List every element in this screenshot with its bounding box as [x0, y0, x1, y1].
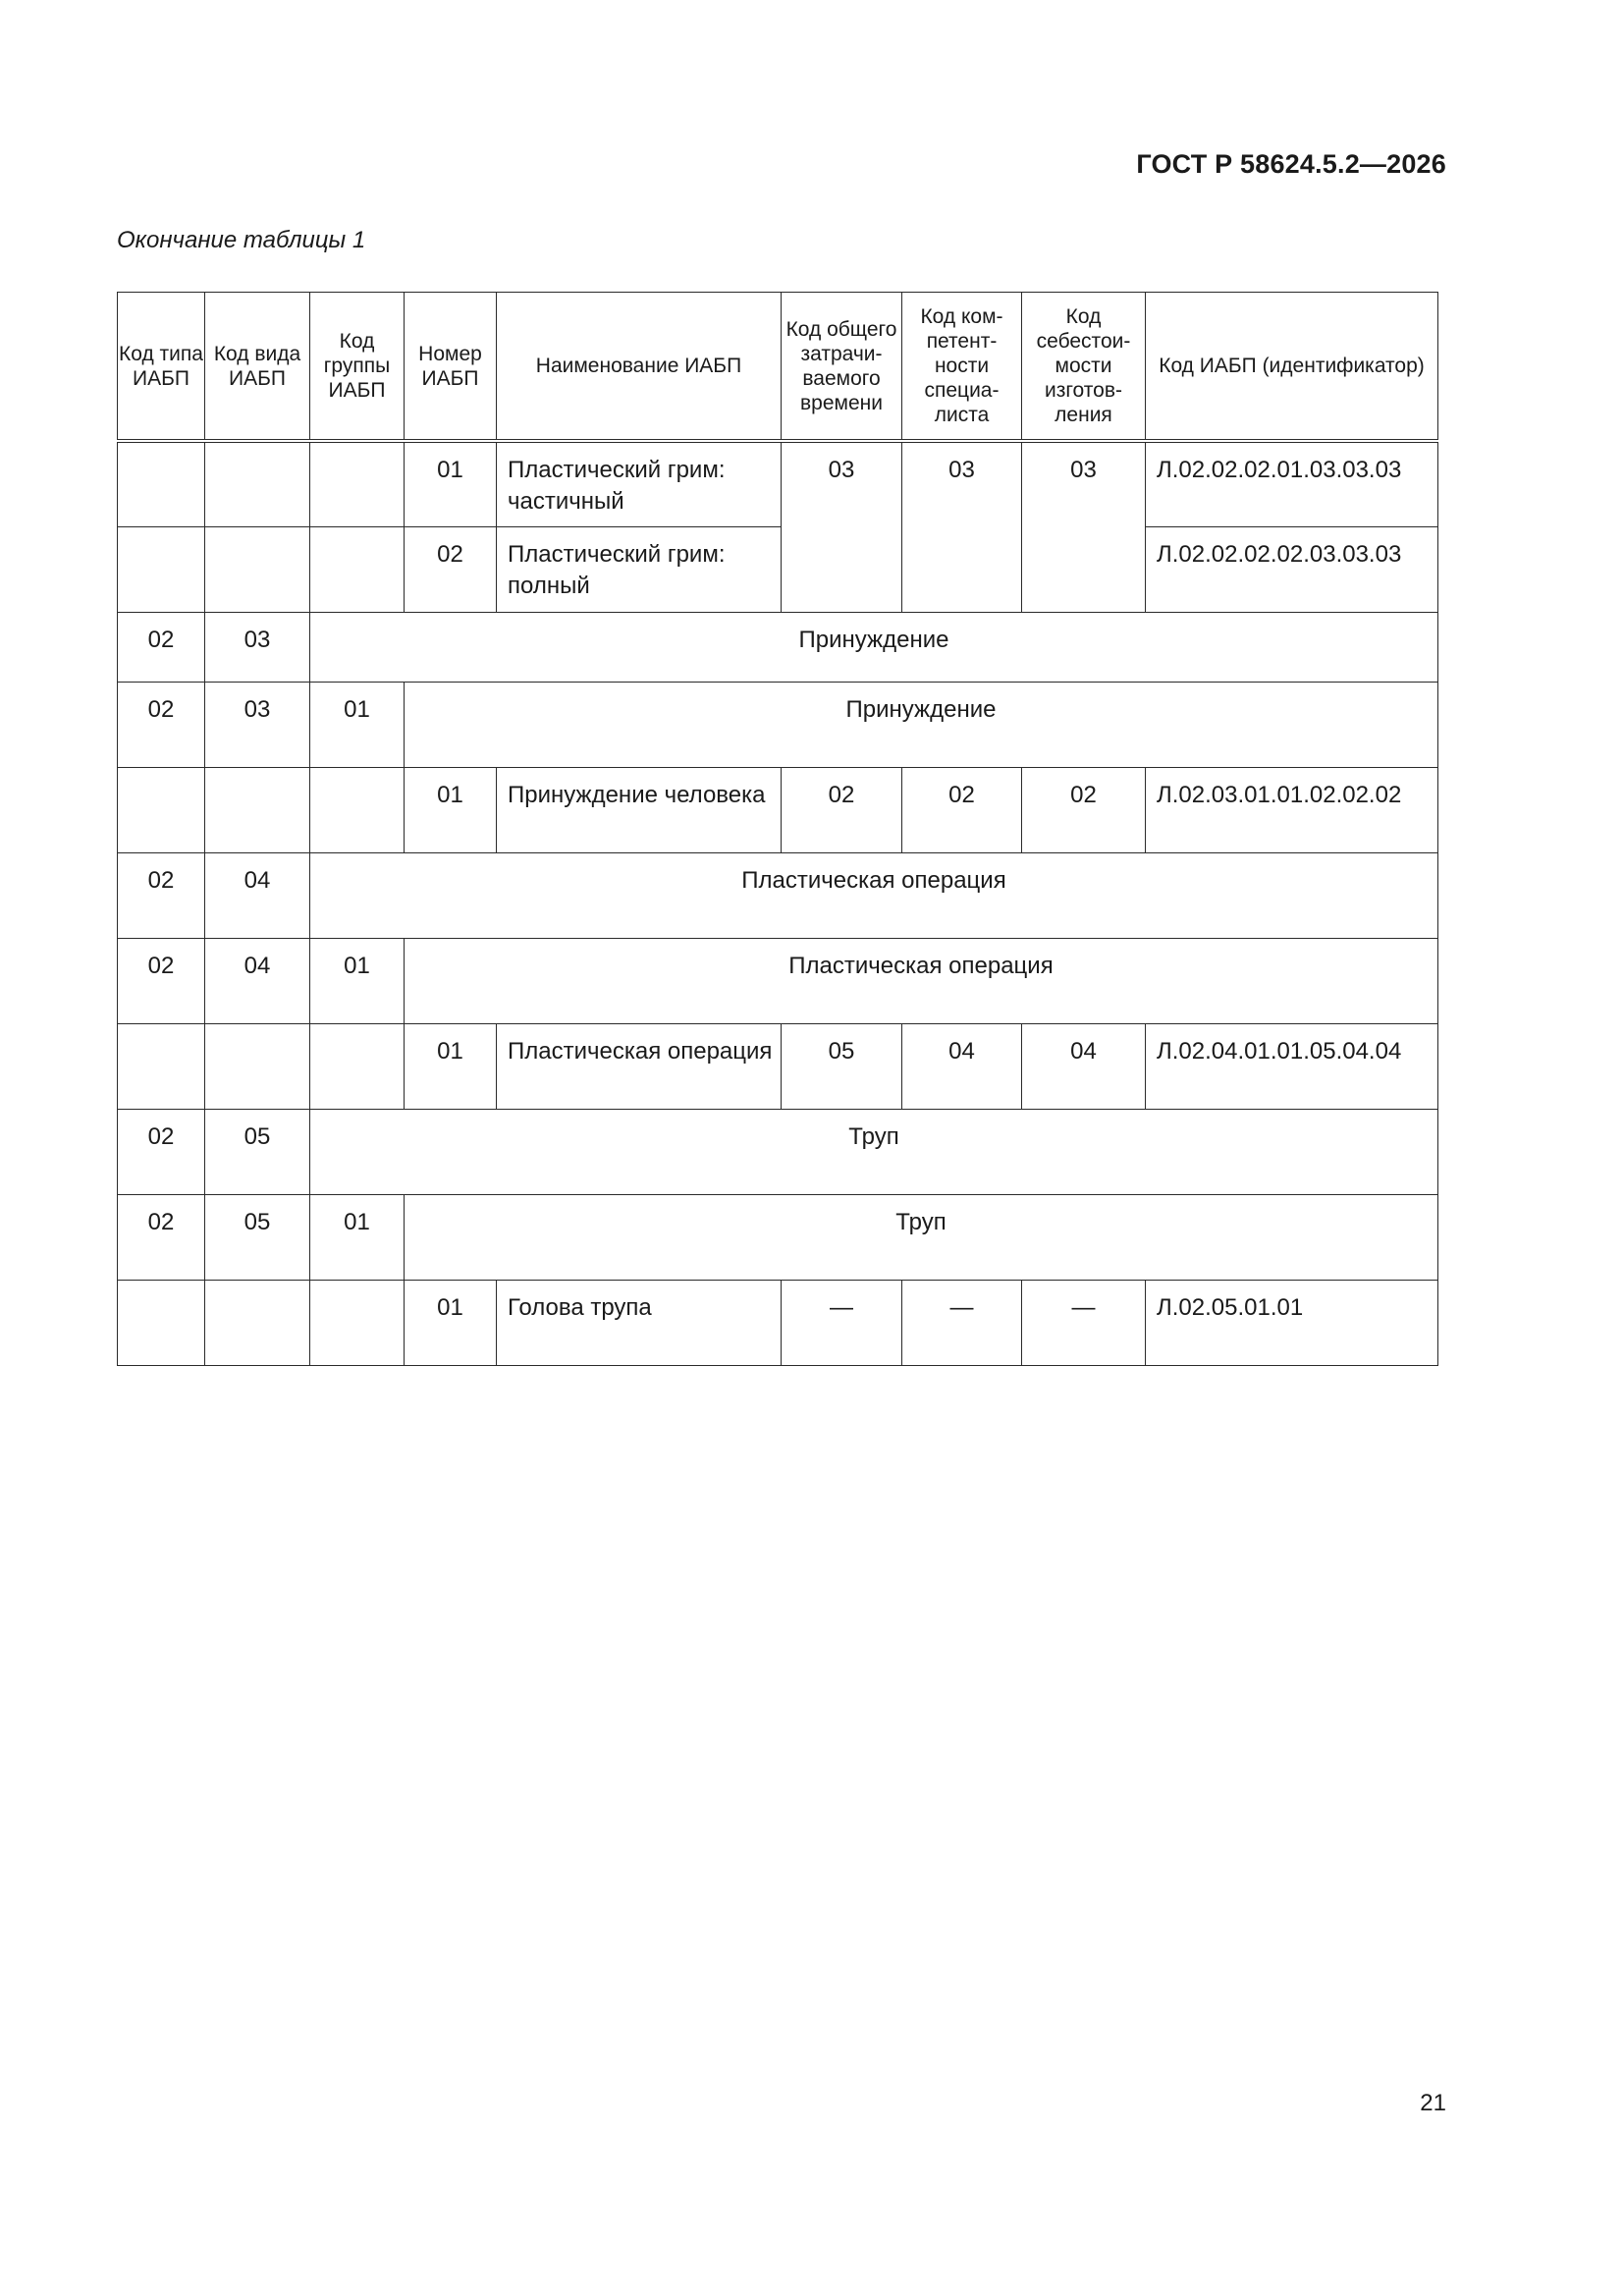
cell-type: 02	[118, 1194, 205, 1280]
cell-name: Голова трупа	[497, 1280, 782, 1365]
cell-kind: 04	[205, 852, 310, 938]
cell-competence: —	[902, 1280, 1022, 1365]
cell-kind	[205, 1023, 310, 1109]
cell-group	[310, 1023, 405, 1109]
table-row	[118, 767, 1438, 852]
header-cost-code: Код себестои-мости изготов-ления	[1022, 293, 1146, 442]
header-competence-code: Код ком-петент-ности специа-листа	[902, 293, 1022, 442]
table-row	[118, 1280, 1438, 1365]
cell-cost: —	[1022, 1280, 1146, 1365]
table-row	[118, 1023, 1438, 1109]
cell-name: Пластический грим: полный	[497, 526, 782, 612]
table-row	[118, 852, 1438, 938]
cell-group: 01	[310, 682, 405, 767]
cell-time: 05	[782, 1023, 902, 1109]
cell-cost: 04	[1022, 1023, 1146, 1109]
cell-number: 02	[405, 526, 497, 612]
header-name: Наименование ИАБП	[497, 293, 782, 442]
cell-group	[310, 441, 405, 526]
cell-number: 01	[405, 1280, 497, 1365]
header-kind-code: Код вида ИАБП	[205, 293, 310, 442]
table-row	[118, 1194, 1438, 1280]
cell-time: —	[782, 1280, 902, 1365]
cell-group-title: Пластическая операция	[405, 938, 1438, 1023]
table-row	[118, 682, 1438, 767]
cell-group-title: Принуждение	[405, 682, 1438, 767]
cell-group: 01	[310, 938, 405, 1023]
standard-designation: ГОСТ Р 58624.5.2—2026	[1136, 149, 1446, 179]
cell-kind: 05	[205, 1109, 310, 1194]
cell-kind	[205, 1280, 310, 1365]
cell-kind: 03	[205, 612, 310, 682]
cell-kind	[205, 526, 310, 612]
table-row	[118, 526, 1438, 612]
cell-type: 02	[118, 852, 205, 938]
cell-kind	[205, 767, 310, 852]
cell-id: Л.02.03.01.01.02.02.02	[1146, 767, 1438, 852]
table-header-row	[118, 293, 1438, 442]
cell-type: 02	[118, 938, 205, 1023]
cell-name: Принуждение человека	[497, 767, 782, 852]
cell-type	[118, 767, 205, 852]
cell-cost: 03	[1022, 441, 1146, 612]
cell-group	[310, 1280, 405, 1365]
cell-id: Л.02.02.02.01.03.03.03	[1146, 441, 1438, 526]
cell-type	[118, 441, 205, 526]
cell-type: 02	[118, 682, 205, 767]
cell-time: 02	[782, 767, 902, 852]
cell-id: Л.02.02.02.02.03.03.03	[1146, 526, 1438, 612]
cell-type: 02	[118, 612, 205, 682]
cell-kind: 05	[205, 1194, 310, 1280]
table-row	[118, 1109, 1438, 1194]
iabp-table	[117, 292, 1438, 1366]
cell-kind-title: Пластическая операция	[310, 852, 1438, 938]
header-time-code: Код общего затрачи-ваемого времени	[782, 293, 902, 442]
cell-number: 01	[405, 1023, 497, 1109]
cell-id: Л.02.04.01.01.05.04.04	[1146, 1023, 1438, 1109]
cell-competence: 02	[902, 767, 1022, 852]
cell-kind-title: Труп	[310, 1109, 1438, 1194]
cell-type	[118, 526, 205, 612]
page-number: 21	[1420, 2090, 1446, 2116]
cell-name: Пластический грим: частичный	[497, 441, 782, 526]
cell-kind-title: Принуждение	[310, 612, 1438, 682]
header-number: Номер ИАБП	[405, 293, 497, 442]
cell-group: 01	[310, 1194, 405, 1280]
cell-group	[310, 767, 405, 852]
cell-type	[118, 1023, 205, 1109]
header-type-code: Код типа ИАБП	[118, 293, 205, 442]
cell-type	[118, 1280, 205, 1365]
cell-competence: 03	[902, 441, 1022, 612]
cell-kind: 04	[205, 938, 310, 1023]
header-group-code: Код группы ИАБП	[310, 293, 405, 442]
cell-kind: 03	[205, 682, 310, 767]
table-row	[118, 612, 1438, 682]
header-id-code: Код ИАБП (идентификатор)	[1146, 293, 1438, 442]
table-caption: Окончание таблицы 1	[117, 227, 366, 253]
cell-number: 01	[405, 767, 497, 852]
cell-name: Пластическая операция	[497, 1023, 782, 1109]
cell-competence: 04	[902, 1023, 1022, 1109]
cell-cost: 02	[1022, 767, 1146, 852]
cell-time: 03	[782, 441, 902, 612]
cell-group-title: Труп	[405, 1194, 1438, 1280]
cell-type: 02	[118, 1109, 205, 1194]
cell-group	[310, 526, 405, 612]
table-row	[118, 938, 1438, 1023]
cell-number: 01	[405, 441, 497, 526]
cell-id: Л.02.05.01.01	[1146, 1280, 1438, 1365]
cell-kind	[205, 441, 310, 526]
table-row	[118, 441, 1438, 526]
